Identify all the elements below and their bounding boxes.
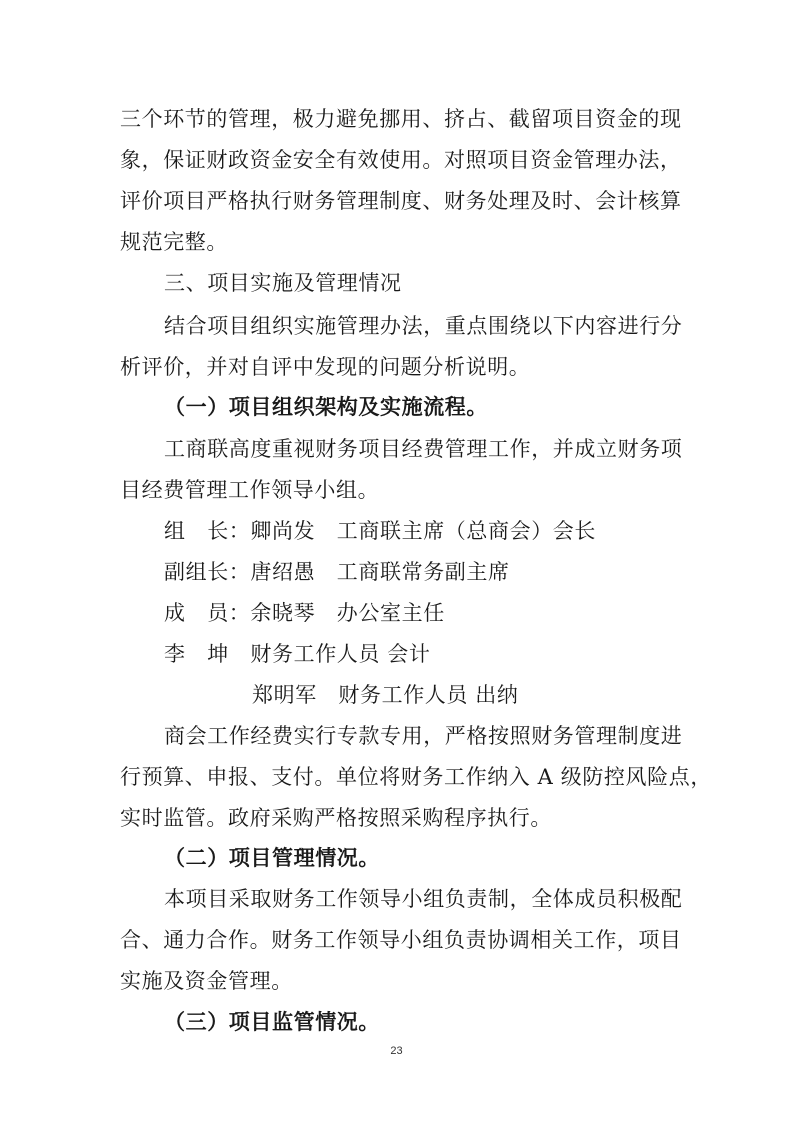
paragraph-line: 合、通力合作。财务工作领导小组负责协调相关工作，项目 — [120, 928, 682, 952]
paragraph-line: 规范完整。 — [120, 230, 228, 254]
paragraph-line: 目经费管理工作领导小组。 — [120, 478, 380, 502]
paragraph-line: 评价项目严格执行财务管理制度、财务处理及时、会计核算 — [120, 189, 682, 213]
member-line: 组 长：卿尚发 工商联主席（总商会）会长 — [164, 519, 596, 543]
paragraph-line: 实施及资金管理。 — [120, 969, 293, 993]
page-number: 23 — [390, 1045, 403, 1057]
paragraph-line: 行预算、申报、支付。单位将财务工作纳入 A 级防控风险点， — [120, 765, 712, 789]
member-line: 郑明军 财务工作人员 出纳 — [252, 683, 519, 707]
member-line: 成 员：余晓琴 办公室主任 — [164, 601, 445, 625]
paragraph-line: 析评价，并对自评中发现的问题分析说明。 — [120, 355, 531, 379]
member-line: 李 坤 财务工作人员 会计 — [164, 642, 431, 666]
paragraph-line: 实时监管。政府采购严格按照采购程序执行。 — [120, 806, 552, 830]
subsection-heading: （一）项目组织架构及实施流程。 — [164, 394, 488, 419]
paragraph-line: 本项目采取财务工作领导小组负责制，全体成员积极配 — [164, 887, 683, 911]
subsection-heading: （二）项目管理情况。 — [164, 845, 380, 870]
paragraph-line: 三个环节的管理，极力避免挪用、挤占、截留项目资金的现 — [120, 107, 682, 131]
paragraph-line: 商会工作经费实行专款专用，严格按照财务管理制度进 — [164, 724, 683, 748]
paragraph-line: 工商联高度重视财务项目经费管理工作，并成立财务项 — [164, 437, 683, 461]
paragraph-line: 象，保证财政资金安全有效使用。对照项目资金管理办法， — [120, 148, 682, 172]
paragraph-line: 结合项目组织实施管理办法，重点围绕以下内容进行分 — [164, 314, 683, 338]
member-line: 副组长：唐绍愚 工商联常务副主席 — [164, 560, 510, 584]
subsection-heading: （三）项目监管情况。 — [164, 1009, 380, 1034]
section-heading: 三、项目实施及管理情况 — [164, 271, 402, 295]
